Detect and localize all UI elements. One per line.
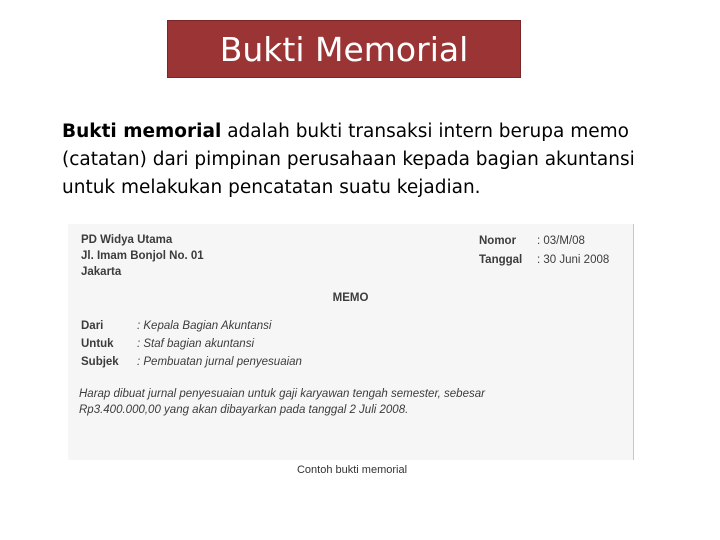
- meta-key: Tanggal: [479, 254, 523, 266]
- meta-value: : 03/M/08: [537, 235, 585, 247]
- field-value: : Pembuatan jurnal penyesuaian: [137, 356, 302, 368]
- meta-row-number: [479, 232, 609, 251]
- company-address: [81, 232, 204, 280]
- meta-row-date: [479, 251, 609, 270]
- field-key: Dari: [81, 320, 104, 332]
- page-title: Bukti Memorial: [219, 29, 469, 69]
- field-value: : Kepala Bagian Akuntansi: [137, 320, 272, 332]
- intro-term: Bukti memorial: [62, 121, 222, 142]
- meta-key: Nomor: [479, 235, 517, 247]
- field-row-subject: [81, 353, 302, 371]
- field-row-to: [81, 335, 302, 353]
- memo-fields: [81, 317, 302, 371]
- field-row-from: [81, 317, 302, 335]
- field-key: Subjek: [81, 356, 119, 368]
- memo-body: [79, 386, 485, 418]
- title-banner: [167, 20, 521, 78]
- intro-definition: adalah bukti transaksi intern berupa memo (catatan) dari pimpinan perusahaan kepada bagian akuntansi untuk melakukan pencatatan suatu kejadian.: [62, 121, 635, 198]
- company-street: Jl. Imam Bonjol No. 01: [81, 250, 204, 262]
- field-value: : Staf bagian akuntansi: [137, 338, 254, 350]
- company-name: PD Widya Utama: [81, 234, 173, 246]
- field-key: Untuk: [81, 338, 114, 350]
- memo-body-line: Rp3.400.000,00 yang akan dibayarkan pada tanggal 2 Juli 2008.: [79, 404, 409, 416]
- memo-heading: MEMO: [332, 292, 369, 304]
- memo-body-line: Harap dibuat jurnal penyesuaian untuk gaji karyawan tengah semester, sebesar: [79, 388, 485, 400]
- intro-paragraph: [62, 118, 682, 202]
- meta-value: : 30 Juni 2008: [537, 254, 610, 266]
- memo-example-image: [68, 224, 634, 460]
- company-city: Jakarta: [81, 266, 122, 278]
- image-caption: Contoh bukti memorial: [296, 464, 408, 476]
- memo-meta: [479, 232, 609, 270]
